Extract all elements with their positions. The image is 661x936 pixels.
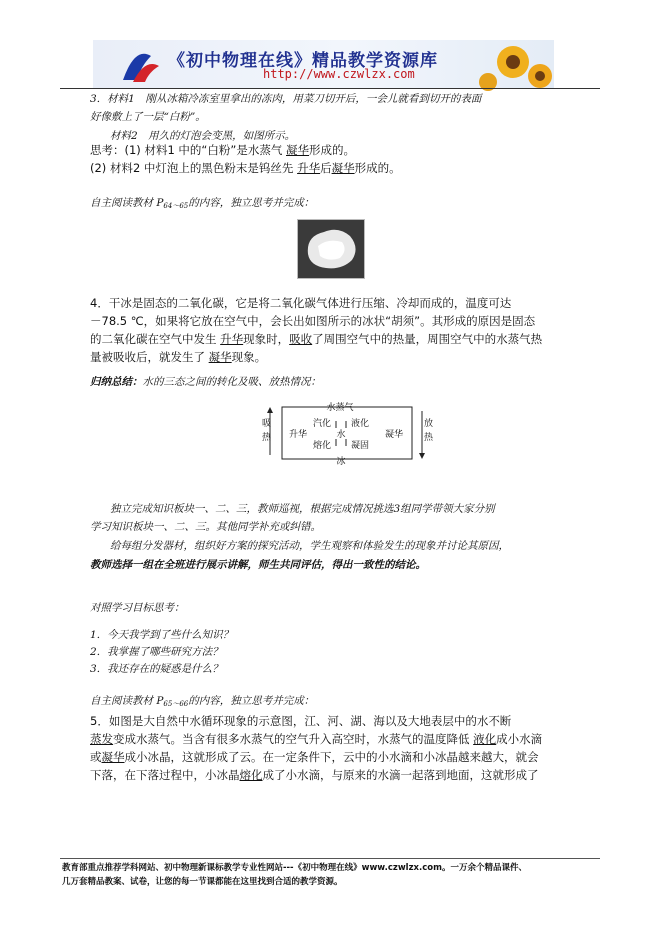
label-release-2: 热 [424,433,434,443]
q2-fill-2: 凝华 [331,161,355,175]
item5-line3-a: 或 [90,750,102,764]
phase-change-diagram [262,399,432,467]
item5-line3-b: 成小冰晶，这就形成了云。在一定条件下，云中的小水滴和小冰晶越来越大，就会 [124,750,539,764]
label-water: 水 [336,430,346,440]
procedure-p1-l2: 学习知识板块一、二、三。其他同学补充或纠错。 [90,521,321,533]
item5-line1: 5．如图是大自然中水循环现象的示意图，江、河、湖、海以及大地表层中的水不断 [90,714,512,728]
item4-fill-2: 吸收 [289,332,313,346]
item4-line3-mid: 现象时， [243,332,290,346]
item4-line3-prefix: 的二氧化碳在空气中发生 [90,332,221,346]
procedure-p2-l1: 给每组分发器材，组织好方案的探究活动，学生观察和体验发生的现象并讨论其原因， [110,540,509,552]
item4-line2: －78.5 ℃，如果将它放在空气中，会长出如图所示的冰状“胡须”。其形成的原因是固态 [90,314,536,328]
dry-ice-image [298,220,364,278]
read-instruction-1 [90,194,314,216]
banner-url[interactable]: http://www.czwlzx.com [263,67,415,81]
item5-line2 [90,730,542,749]
item5-line2-a: 变成水蒸气。当含有很多水蒸气的空气升入高空时，水蒸气的温度降低 [113,732,474,746]
reflection-q3: 3．我还存在的疑惑是什么？ [90,663,223,675]
think-fill: 凝华 [286,143,309,157]
label-absorb-1: 吸 [262,419,272,429]
label-ice: 冰 [336,457,346,467]
item4-line3 [90,330,542,349]
read2-suffix: 的内容，独立思考并完成： [188,695,315,707]
item3-q2 [90,159,401,178]
label-deposit: 凝华 [384,430,404,440]
q2-fill-1: 升华 [297,161,321,175]
footer-line1: 教育部重点推荐学科网站、初中物理新课标教学专业性网站---《初中物理在线》www.czwlzx.com。一万余个精品课件、 [62,863,527,873]
think-prefix: 思考：(1) 材料1 中的“白粉”是水蒸气 [90,143,286,157]
read1-pages: 64～65 [163,202,189,210]
item3-material1-cont: 好像敷上了一层“白粉”。 [90,111,206,123]
reflection-q1: 1．今天我学到了些什么知识？ [90,629,234,641]
footer-rule [60,858,600,859]
item5-fill-2: 液化 [473,732,497,746]
item5-line3 [90,748,539,767]
read2-pages: 65～66 [163,700,189,708]
item4-line1: 4．干冰是固态的二氧化碳，它是将二氧化碳气体进行压缩、冷却而成的，温度可达 [90,296,512,310]
procedure-p2-l2: 教师选择一组在全班进行展示讲解，师生共同评估，得出一致性的结论。 [90,559,426,571]
item4-line3-suffix: 了周围空气中的热量，周围空气中的水蒸气热 [312,332,543,346]
label-melt: 熔化 [312,441,332,451]
item5-fill-3: 凝华 [101,750,125,764]
item4-fill-3: 凝华 [208,350,232,364]
banner-title: 《初中物理在线》精品教学资源库 [168,51,438,71]
label-sublime: 升华 [288,430,308,440]
header-banner [93,40,554,88]
read1-prefix: 自主阅读教材 P [90,197,164,209]
read2-prefix: 自主阅读教材 P [90,695,164,707]
item5-fill-4: 熔化 [239,768,263,782]
item5-line4-a: 下落，在下落过程中，小冰晶 [90,768,240,782]
summary-line [90,373,321,392]
item5-line4-b: 成了小水滴，与原来的水滴一起落到地面，这就形成了 [262,768,539,782]
label-freeze: 凝固 [350,441,370,451]
item3-think [90,141,355,160]
summary-text: 水的三态之间的转化及吸、放热情况： [142,376,321,388]
item5-fill-1: 蒸发 [90,732,113,746]
footer-line2: 几万套精品教案、试卷，让您的每一节课都能在这里找到合适的教学资源。 [62,877,343,887]
item3-material1: 3．材料1 刚从冰箱冷冻室里拿出的冻肉，用菜刀切开后，一会儿就看到切开的表面 [90,93,482,105]
read1-suffix: 的内容，独立思考并完成： [188,197,315,209]
think-suffix: 形成的。 [309,143,355,157]
item4-line4-suffix: 现象。 [231,350,267,364]
procedure-p1-l1: 独立完成知识板块一、二、三，教师巡视，根据完成情况挑选3组同学带领大家分别 [110,503,495,515]
label-absorb-2: 热 [262,433,272,443]
dry-ice-photo [297,219,365,279]
label-release-1: 放 [424,419,434,429]
item4-line4 [90,348,266,367]
q2-mid: 后 [320,161,332,175]
item4-line4-prefix: 量被吸收后，就发生了 [90,350,209,364]
q2-suffix: 形成的。 [354,161,401,175]
item3-material2: 材料2 用久的灯泡会变黑，如图所示。 [110,130,296,142]
item4-fill-1: 升华 [220,332,244,346]
item5-line4 [90,766,539,785]
label-evaporate: 汽化 [312,419,332,429]
read-instruction-2 [90,692,314,714]
q2-prefix: (2) 材料2 中灯泡上的黑色粉末是钨丝先 [90,161,298,175]
header-rule [60,88,600,89]
reflection-q2: 2．我掌握了哪些研究方法？ [90,646,223,658]
summary-label: 归纳总结： [90,376,143,388]
label-liquefy: 液化 [350,419,370,429]
reflection-title: 对照学习目标思考： [90,602,185,614]
label-vapor: 水蒸气 [326,403,354,413]
item5-line2-b: 成小水滴 [496,732,543,746]
